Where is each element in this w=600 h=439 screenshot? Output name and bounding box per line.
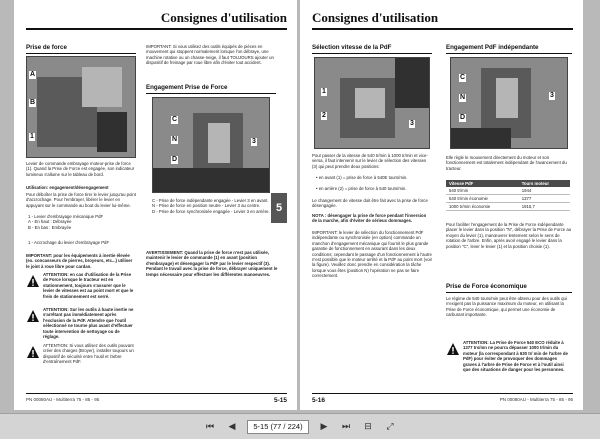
important-inertie: IMPORTANT: pour les équipements à inertie élevée (ex. concasseurs de pierres, broyeurs, etc...) utiliser le joint à roue libre pour cardan. [26, 253, 133, 269]
accro-legend: 1 - Accrochage du levier d'embrayage PdF [28, 240, 110, 245]
callout-1: 1 [322, 88, 326, 95]
footer-doc-ref: PN 00080AU - Multiterra 75 - 85 - 95 [26, 397, 100, 402]
table-cell: 1377 [519, 195, 570, 203]
important-roue-libre: IMPORTANT: Si vous utilisez des outils équipés de pièces en mouvement qui stoppent normalement lorsque l'on débraye, une machine rotative ou un chasse-neige, il faut TOUJOURS ajouter un dispositif de freinage par roue libre afin d'éviter tout accident. [146, 44, 274, 66]
avertissement: AVERTISSEMENT: Quand la prise de force n'est pas utilisée, maintenir le levier de commande (1) en avant (position d'embrayage) et désengager la PdF par le levier respectif (3). Pendant le travail avec la prise de force, débrayer uniquement le temps nécessaire pour effectuer les différentes manoeuvres. [146, 250, 278, 277]
pdf-eco-text: Le régime de 540 tours/min peut être obtenu pour des outils qui n'exigent pas la puissance maximum du moteur, en utilisant la Prise de Force économique, qui permet une économie de carburant importante. [446, 296, 567, 318]
footer-doc-ref: PN 00080AU - Multiterra 75 - 85 - 95 [499, 397, 573, 402]
fullscreen-icon[interactable]: ⤢ [386, 421, 394, 431]
page-title: Consignes d'utilisation [312, 10, 439, 25]
viewer-toolbar [0, 413, 600, 439]
engage-legend: C - Prise de force indépendante engagée - Levier 3 en avant. N - Prise de force en position neutre - Levier 3 au centre. D - Prise de force synchronisée engagée - Levier 3 en arrière. [152, 198, 270, 214]
table-cell: 540 tr/min économie [446, 195, 519, 203]
footer-rule [312, 393, 573, 394]
nota-text: NOTA : désengager la prise de force pendant l'inversion de la marche, afin d'éviter de sérieux dommages. [312, 213, 427, 224]
selector-photo [152, 97, 270, 193]
callout-2: 2 [322, 112, 326, 119]
chapter-tab: 5 [271, 193, 287, 223]
page-5-16 [300, 0, 583, 410]
title-rule [26, 28, 287, 30]
lever-text: Levier de commande embrayage moteur-prise de force (1). Quand la Prise de Force est engagée, son indicateur lumineux s'allume sur le tableau de bord. [26, 161, 135, 177]
warning-icon [26, 345, 40, 359]
table-cell: 540 tr/min [446, 187, 519, 195]
warning-icon [26, 274, 40, 288]
warning-icon [26, 309, 40, 323]
util-heading: Utilisation: engagement/désengagement [26, 185, 109, 190]
callout-d: D [460, 114, 466, 121]
util-text: Pour déboîter la prise de force tirer le levier jusqu'au point d'accrochage. Pour l'embrayer, libérer le levier en appuyant sur le commande au bout du levier lui-même. [26, 192, 136, 208]
page-number-field[interactable]: 5-15 (77 / 224) [247, 420, 309, 434]
bullet-avant-text: en avant (1) = prise de force à 540E tours/min. [318, 175, 408, 180]
important-selection: IMPORTANT: le levier de sélection du fonctionnement PdF indépendante ou synchronisée (en option) commande un manchon d'engagement mécanique qui fournit le plus grande garantie de fonctionnement en assurant dans les deux conditions; cependant le passage d'un fonctionnement à l'autre n'est possible que le moteur arrêté et la PdF au point mort (voir la figure). Veuillez donc prendre en considération la tâche lorsque vous êtes (position N) l'opération ne pas se faire correctement. [312, 230, 432, 279]
bullet-arriere-text: en arrière (2) = prise de force à 540 tours/min. [318, 186, 407, 191]
title-rule [312, 28, 573, 30]
table-cell: 1000 tr/min économie [446, 203, 519, 211]
callout-c: C [172, 116, 178, 123]
page-5-15 [14, 0, 297, 410]
table-row [446, 203, 570, 211]
section-rule [26, 53, 136, 54]
page-number: 5-16 [312, 397, 326, 404]
layout-icon[interactable]: ⊟ [364, 421, 372, 431]
table-row [446, 195, 570, 203]
bullet-arriere: • en arrière (2) = prise de force à 540 tours/min. [316, 186, 407, 191]
callout-a: A [30, 71, 36, 78]
lever-legend: 1 - Levier d'embrayage mécanique PdF A - En haut : Débrayée B - En bas : Embrayée [28, 214, 104, 230]
callout-n: N [172, 136, 178, 143]
section-engagement-indep: Engagement PdF indépendante [446, 44, 539, 51]
next-page-icon[interactable]: ▶ [320, 421, 328, 431]
attention-charges: ATTENTION: Si vous utilisez des outils pouvant créer des charges (Broyer), installer toujours un dispositif de sécurité entre l'outil et l'arbre d'entraînement PdF. [43, 343, 134, 365]
lever-photo [26, 56, 136, 158]
table-row [446, 187, 570, 195]
facil-text: Pour faciliter l'engagement de la Prise de Force indépendante placer le levier dans la position "N", débrayer la Prise de Force au moyen du levier (1), manœuvrer lentement selon le sens de rotation de l'arbre. Enfin, après avoir engagé le levier dans la position "C", lever le levier (1) et la position choisie (1). [446, 222, 572, 249]
attention-inertie: ATTENTION: Sur les outils à haute inertie ne s'arrêtant pas immédiatement après l'exclusion de la PdF. Attendre que l'outil sélectionné ne tourne plus avant d'effectuer toute intervention de nettoyage ou de réglage. [43, 307, 134, 340]
callout-n: N [460, 94, 466, 101]
table-cell: 1915,7 [519, 203, 570, 211]
pdf-indep-photo [450, 57, 568, 149]
page-title: Consignes d'utilisation [160, 10, 287, 25]
indep-text: Elle règle le mouvement directement du moteur et son fonctionnement est totalement indépendant de l'avancement du tracteur. [446, 155, 567, 171]
callout-c: C [460, 74, 466, 81]
callout-3: 3 [410, 120, 414, 127]
section-rule [446, 53, 572, 54]
selection-text: Pour passer de la vitesse de 540 tr/min à 1000 tr/min et vice-versa, il faut intervenir sur le levier de sélection des vitesses (3) qui peut prendre deux positions: [312, 153, 428, 169]
change-text: Le changement de vitesse doit être fait avec la prise de force désengagée. [312, 198, 428, 209]
prev-page-icon[interactable]: ◀ [228, 421, 236, 431]
callout-b: B [30, 99, 36, 106]
section-selection-vitesse: Sélection vitesse de la PdF [312, 44, 392, 51]
last-page-icon[interactable]: ⏭ [341, 421, 351, 431]
section-prise-de-force: Prise de force [26, 44, 67, 51]
attention-stationnement: ATTENTION: en cas d'utilisation de la Prise de Force lorsque le tracteur est en stationnement, toujours s'assurer que le levier de vitesses est au point mort et que le frein de stationnement est serré. [43, 272, 134, 299]
attention-eco: ATTENTION: La Prise de Force 540 ECO réduite à 1377 trs/mn ne pourra dépasser 1000 tr/min du moteur (la correspondant à 630 tr/ min de l'arbre de PdF) pour éviter de provoquer des dommages graves à l'arbre de Prise de Force et à l'outil ainsi que des situations de danger pour les personnes. [463, 340, 568, 373]
bullet-avant: • en avant (1) = prise de force à 540E tours/min. [316, 175, 408, 180]
table-cell: 1944 [519, 187, 570, 195]
first-page-icon[interactable]: ⏮ [205, 421, 215, 431]
speed-table [446, 180, 570, 211]
callout-d: D [172, 156, 178, 163]
callout-3: 3 [252, 138, 256, 145]
section-rule [312, 53, 432, 54]
table-header: Vitesse PdF [446, 180, 519, 187]
pdf-shaft-photo [314, 57, 430, 149]
section-rule [446, 292, 572, 293]
warning-icon [446, 342, 460, 356]
section-pdf-eco: Prise de Force économique [446, 283, 527, 290]
callout-1: 1 [30, 133, 34, 140]
footer-rule [26, 393, 287, 394]
section-rule [146, 93, 276, 94]
callout-3: 3 [550, 92, 554, 99]
table-header: Tours moteur [519, 180, 570, 187]
section-engagement: Engagement Prise de Force [146, 84, 228, 91]
page-number: 5-15 [273, 397, 287, 404]
